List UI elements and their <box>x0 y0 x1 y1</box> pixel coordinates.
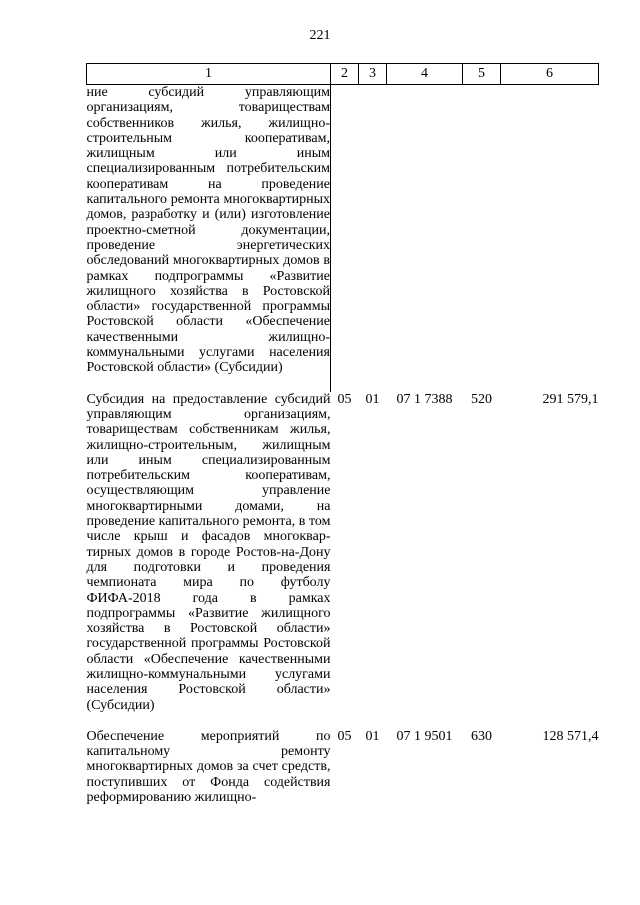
row-target-code <box>387 85 463 392</box>
row-target-code: 07 1 7388 <box>396 391 453 407</box>
header-col-5: 5 <box>463 64 501 85</box>
row-expense-type: 520 <box>471 391 492 407</box>
row-subsection: 01 <box>365 728 380 744</box>
row-section <box>331 85 359 392</box>
row-expense-type <box>463 85 501 392</box>
table-header-row <box>87 64 599 85</box>
row-section: 05 <box>337 728 352 744</box>
row-target-code: 07 1 9501 <box>396 728 453 744</box>
row-expense-type: 630 <box>471 728 492 744</box>
row-amount: 291 579,1 <box>542 391 599 407</box>
header-col-6: 6 <box>501 64 599 85</box>
row-subsection <box>359 85 387 392</box>
row-section: 05 <box>337 391 352 407</box>
row-description: ние субсидий управляющим организациям, товариществам собственников жилья, жилищно-строительным кооперативам, жилищным или иным специализированным потребительским кооперативам на проведение капитального ремонта многоквартирных домов, разработку и (или) изготовление проектно-сметной документации, проведение энергетических обследований многоквартирных домов в рамках подпрограммы «Развитие жилищного хозяйства в Ростовской области» государственной программы Ростовской области «Обеспечение качественными жилищно-коммунальными услугами населения Ростовской области» (Субсидии) <box>87 85 331 392</box>
header-col-2: 2 <box>331 64 359 85</box>
page-number: 221 <box>309 28 331 43</box>
header-col-3: 3 <box>359 64 387 85</box>
row-amount: 128 571,4 <box>542 728 599 744</box>
table-row <box>87 729 599 805</box>
budget-table <box>86 63 599 805</box>
table-row <box>87 392 599 729</box>
row-description: Субсидия на предоставление субсидий управляющим организациям, товариществам собственникам жилья, жилищно-строительным, жилищным или иным специализированным потребительским кооперативам, осуществляющим управление многоквартирными домами, на проведение капитального ремонта, в том числе крыш и фасадов многоквар-тирных домов в городе Ростов-на-Дону для подготовки и проведения чемпионата мира по футболу ФИФА-2018 года в рамках подпрограммы «Развитие жилищного хозяйства в Ростовской области» государственной программы Ростовской области «Обеспечение качественными жилищно-коммунальными услугами населения Ростовской области» (Субсидии) <box>86 391 331 713</box>
row-description: Обеспечение мероприятий по капитальному ремонту многоквартирных домов за счет средств, поступивших от Фонда содействия реформированию жилищно- <box>86 728 331 806</box>
table-row <box>87 85 599 392</box>
header-col-1: 1 <box>87 64 331 85</box>
header-col-4: 4 <box>387 64 463 85</box>
row-subsection: 01 <box>365 391 380 407</box>
row-amount <box>501 85 599 392</box>
